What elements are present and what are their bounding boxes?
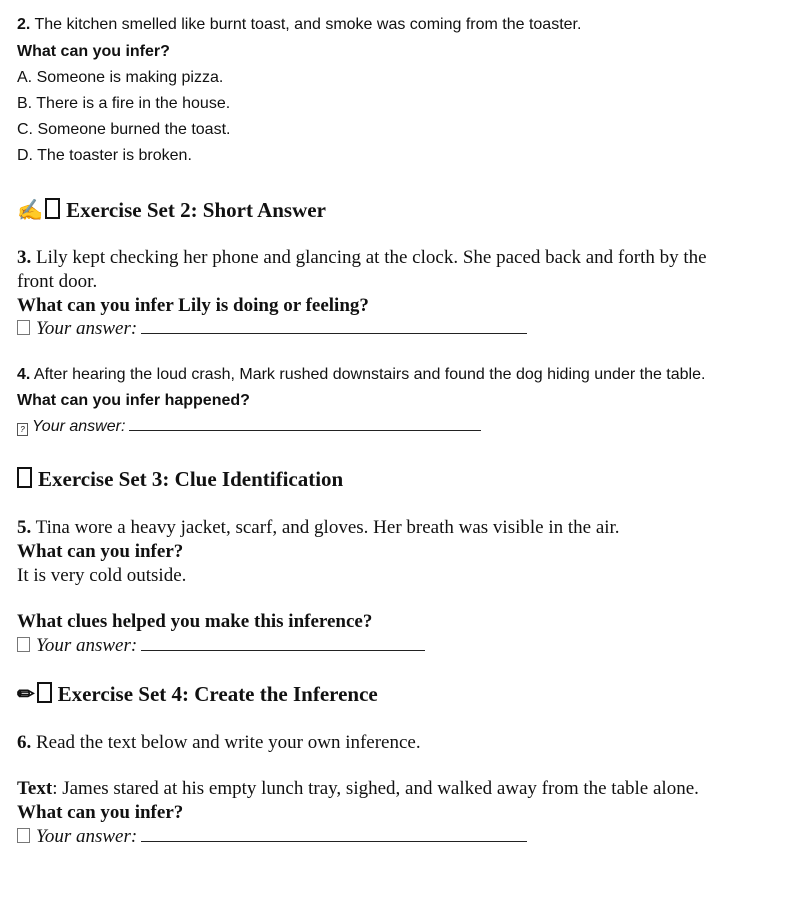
question-3-text (17, 247, 707, 269)
heading-text: Exercise Set 2: Short Answer (66, 198, 326, 222)
question-2-prompt: What can you infer? (17, 43, 170, 60)
heading-text: Exercise Set 3: Clue Identification (38, 467, 344, 491)
question-6-prompt: What can you infer? (17, 802, 184, 823)
missing-glyph-icon (37, 682, 52, 703)
answer-blank[interactable] (141, 332, 527, 334)
question-number: 6. (17, 732, 32, 753)
question-5-prompt: What can you infer? (17, 541, 184, 562)
question-5-answer-field[interactable] (17, 635, 425, 657)
answer-blank[interactable] (129, 429, 481, 431)
question-number: 5. (17, 517, 32, 538)
answer-blank[interactable] (141, 840, 527, 842)
question-body: Lily kept checking her phone and glancing at the clock. She paced back and forth by the (36, 247, 707, 268)
option-c[interactable]: C. Someone burned the toast. (17, 121, 231, 138)
missing-glyph-icon (17, 467, 32, 488)
question-4-answer-field[interactable] (17, 418, 481, 436)
question-number: 3. (17, 247, 32, 268)
question-6-answer-field[interactable] (17, 826, 527, 848)
writing-hand-icon: ✍ (17, 198, 44, 222)
option-d[interactable]: D. The toaster is broken. (17, 147, 192, 164)
exercise-set-4-heading (17, 682, 378, 707)
question-3-text-cont: front door. (17, 271, 98, 292)
checkbox-icon (17, 828, 30, 843)
passage-label: Text (17, 778, 53, 799)
question-box-icon: ? (17, 423, 28, 436)
answer-blank[interactable] (141, 649, 425, 651)
passage-text: : James stared at his empty lunch tray, sighed, and walked away from the table alone. (52, 778, 699, 799)
checkbox-icon (17, 320, 30, 335)
question-6-text (17, 732, 421, 754)
question-body: After hearing the loud crash, Mark rushed downstairs and found the dog hiding under the table. (33, 366, 706, 383)
question-body: Read the text below and write your own inference. (36, 732, 421, 753)
question-number: 4. (17, 366, 31, 383)
option-b[interactable]: B. There is a fire in the house. (17, 95, 231, 112)
answer-label: Your answer: (36, 318, 138, 339)
question-number: 2. (17, 16, 31, 33)
question-5-answer: It is very cold outside. (17, 565, 187, 586)
heading-text: Exercise Set 4: Create the Inference (57, 682, 378, 706)
question-5-text (17, 517, 620, 539)
question-4-text (17, 366, 705, 384)
missing-glyph-icon (45, 198, 60, 219)
answer-label: Your answer: (36, 826, 138, 847)
exercise-set-3-heading (17, 467, 343, 492)
question-body: The kitchen smelled like burnt toast, and smoke was coming from the toaster. (34, 16, 582, 33)
question-6-passage (17, 778, 699, 800)
checkbox-icon (17, 637, 30, 652)
question-5-prompt-2: What clues helped you make this inference? (17, 611, 373, 632)
question-3-prompt: What can you infer Lily is doing or feeling? (17, 295, 369, 316)
question-2-text (17, 16, 581, 34)
question-4-prompt: What can you infer happened? (17, 392, 250, 409)
answer-label: Your answer: (32, 418, 126, 435)
pencil-icon: ✏ (17, 682, 35, 706)
option-a[interactable]: A. Someone is making pizza. (17, 69, 224, 86)
answer-label: Your answer: (36, 635, 138, 656)
exercise-set-2-heading (17, 198, 326, 223)
question-3-answer-field[interactable] (17, 318, 527, 340)
question-body: Tina wore a heavy jacket, scarf, and gloves. Her breath was visible in the air. (35, 517, 620, 538)
